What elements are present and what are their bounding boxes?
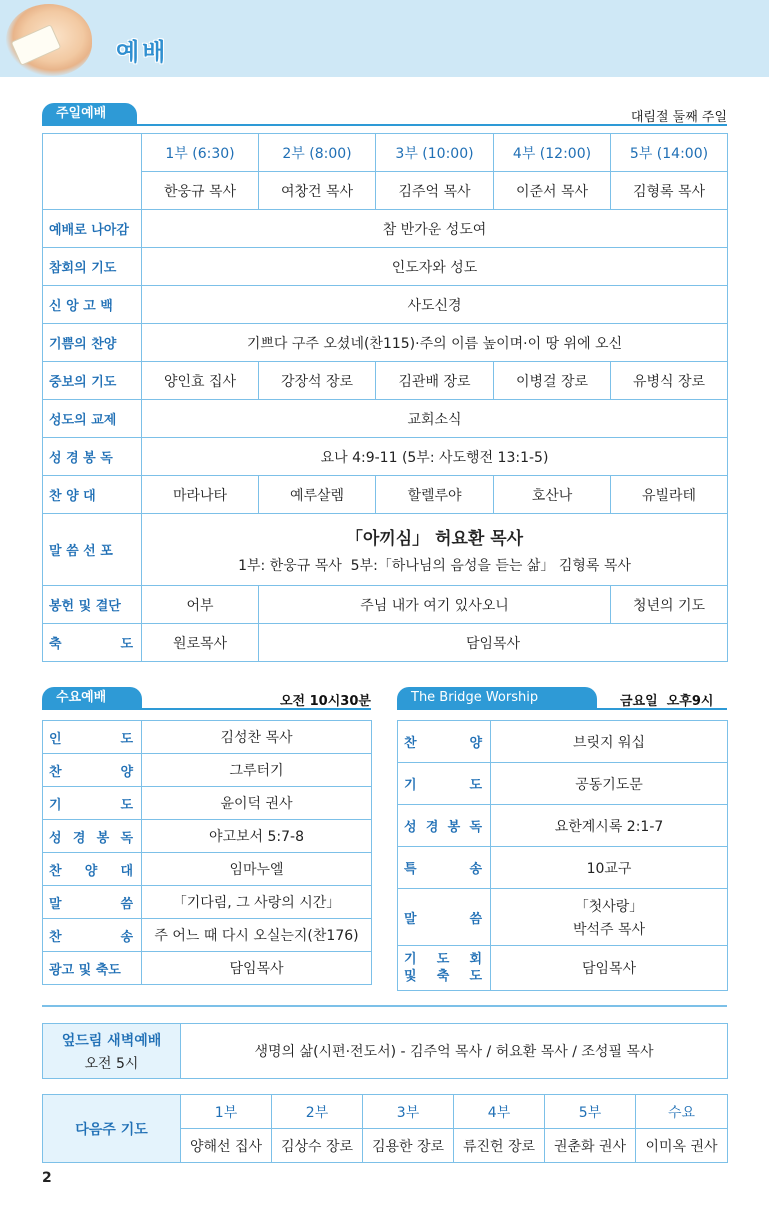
fellowship-value: 교회소식 (142, 400, 728, 438)
label-justified (49, 761, 141, 780)
intercession-3: 김관배 장로 (376, 362, 494, 400)
wednesday-value: 윤이덕 권사 (142, 787, 372, 820)
bridge-note: 금요일 오후9시 (620, 694, 714, 709)
next-prayer-header-4: 4부 (454, 1095, 545, 1129)
label-char: 송 (120, 929, 133, 945)
bridge-label (398, 805, 491, 847)
label-justified (49, 827, 141, 846)
bridge-value (491, 763, 728, 805)
preacher-2: 여창건 목사 (259, 172, 376, 210)
wednesday-value: 야고보서 5:7-8 (142, 820, 372, 853)
bridge-row (398, 889, 728, 946)
wednesday-label (43, 754, 142, 787)
next-prayer-header-5: 5부 (545, 1095, 636, 1129)
label-justified (404, 816, 490, 835)
label-justified (404, 908, 490, 927)
wednesday-value: 담임목사 (142, 952, 372, 985)
label-char: 말 (404, 911, 417, 927)
wednesday-worship-tab: 수요예배 (42, 687, 142, 709)
wednesday-label (43, 952, 142, 985)
service-1: 1부 (6:30) (142, 134, 259, 172)
label-char: 양 (84, 863, 98, 879)
offering-label: 봉헌 및 결단 (43, 586, 142, 624)
dawn-worship-table (42, 1023, 728, 1079)
preacher-1: 한웅규 목사 (142, 172, 259, 210)
next-prayer-header-1: 1부 (181, 1095, 272, 1129)
label-char: 도 (436, 952, 450, 967)
wednesday-label (43, 886, 142, 919)
label-char: 및 (404, 969, 417, 984)
label-char: 기 (404, 952, 417, 967)
wednesday-value: 주 어느 때 다시 오실는지(찬176) (142, 919, 372, 952)
bridge-value-line: 브릿지 워십 (572, 734, 646, 751)
label-justified (49, 959, 141, 978)
label-char: 양 (469, 736, 482, 751)
bridge-value-line: 공동기도문 (575, 776, 643, 793)
choir-4: 호산나 (494, 476, 611, 514)
sunday-rule (42, 124, 727, 126)
wednesday-row (43, 721, 372, 754)
next-prayer-name-5: 권춘화 권사 (545, 1129, 636, 1163)
bridge-label (398, 889, 491, 946)
label-char: 독 (469, 820, 482, 835)
wednesday-value: 그루터기 (142, 754, 372, 787)
wednesday-value: 임마누엘 (142, 853, 372, 886)
label-char: 독 (120, 830, 133, 846)
bridge-row (398, 763, 728, 805)
sermon-cell (142, 514, 728, 586)
preacher-3: 김주억 목사 (376, 172, 494, 210)
label-char: 경 (425, 820, 439, 835)
service-2: 2부 (8:00) (259, 134, 376, 172)
label-justified (49, 728, 141, 747)
wednesday-row (43, 820, 372, 853)
intercession-label: 중보의 기도 (43, 362, 142, 400)
dawn-time: 오전 5시 (84, 1055, 139, 1072)
benediction-label: 축 도 (43, 624, 142, 662)
intercession-5: 유병식 장로 (611, 362, 728, 400)
dawn-label: 엎드림 새벽예배 (61, 1032, 162, 1049)
label-justified (49, 794, 141, 813)
creed-value: 사도신경 (142, 286, 728, 324)
label-char: 경 (72, 830, 86, 846)
label-char: 찬 (49, 929, 62, 945)
bridge-value-line: 요한계시록 2:1-7 (554, 818, 664, 835)
label-char: 기 (404, 778, 417, 793)
label-char: 특 (404, 862, 417, 877)
label-char: 도 (120, 797, 133, 813)
label-char: 씀 (120, 896, 133, 912)
preacher-5: 김형록 목사 (611, 172, 728, 210)
label-char: 인 (49, 731, 62, 747)
choir-3: 할렐루야 (376, 476, 494, 514)
label-char: 기 (49, 797, 62, 813)
wednesday-value: 「기다림, 그 사랑의 시간」 (142, 886, 372, 919)
bridge-value-line: 10교구 (586, 860, 632, 877)
next-prayer-header-2: 2부 (272, 1095, 363, 1129)
next-prayer-name-3: 김용한 장로 (363, 1129, 454, 1163)
sunday-note: 대림절 둘째 주일 (630, 110, 727, 125)
wednesday-order-table (42, 720, 372, 985)
label-justified (49, 860, 141, 879)
wednesday-value: 김성찬 목사 (142, 721, 372, 754)
bridge-label (398, 763, 491, 805)
label-char: 성 (49, 830, 62, 846)
label-char: 말 (49, 896, 62, 912)
label-char: 씀 (469, 911, 482, 927)
preacher-4: 이준서 목사 (494, 172, 611, 210)
offering-3: 청년의 기도 (611, 586, 728, 624)
wednesday-row (43, 952, 372, 985)
sermon-sub: 1부: 한웅규 목사 5부:「하나님의 음성을 듣는 삶」 김형록 목사 (238, 558, 631, 574)
corner-cell (43, 134, 142, 210)
label-justified (49, 893, 141, 912)
bridge-value (491, 805, 728, 847)
offering-2: 주님 내가 여기 있사오니 (259, 586, 611, 624)
hymn-label: 기쁨의 찬양 (43, 324, 142, 362)
sermon-title: 「아끼심」 허요환 목사 (345, 529, 524, 549)
bridge-value (491, 889, 728, 946)
bridge-label (398, 847, 491, 889)
label-line (404, 968, 490, 985)
wednesday-label (43, 853, 142, 886)
label-justified (404, 732, 490, 751)
choir-2: 예루살렘 (259, 476, 376, 514)
hymn-value: 기쁘다 구주 오셨네(찬115)·주의 이름 높이며·이 땅 위에 오신 (142, 324, 728, 362)
wednesday-row (43, 919, 372, 952)
creed-label: 신 앙 고 백 (43, 286, 142, 324)
label-char: 광고 및 축도 (49, 962, 121, 978)
bridge-row (398, 805, 728, 847)
dawn-label-cell (43, 1024, 181, 1079)
wednesday-note: 오전 10시30분 (280, 694, 371, 709)
benediction-1: 원로목사 (142, 624, 259, 662)
bridge-row (398, 721, 728, 763)
fellowship-label: 성도의 교제 (43, 400, 142, 438)
bridge-worship-tab: The Bridge Worship (397, 687, 597, 709)
bridge-value-line: 「첫사랑」 (574, 898, 644, 915)
label-char: 찬 (49, 863, 62, 879)
choir-1: 마라나타 (142, 476, 259, 514)
label-char: 봉 (447, 820, 461, 835)
choir-5: 유빌라테 (611, 476, 728, 514)
choir-label: 찬 양 대 (43, 476, 142, 514)
page-number: 2 (42, 1170, 52, 1186)
wednesday-row (43, 886, 372, 919)
benediction-2: 담임목사 (259, 624, 728, 662)
label-char: 봉 (96, 830, 110, 846)
next-prayer-label: 다음주 기도 (43, 1095, 181, 1163)
wednesday-row (43, 787, 372, 820)
label-char: 회 (469, 952, 482, 967)
label-char: 찬 (49, 764, 62, 780)
intercession-1: 양인효 집사 (142, 362, 259, 400)
label-line (404, 951, 490, 968)
confession-label: 참회의 기도 (43, 248, 142, 286)
bridge-value: 담임목사 (491, 946, 728, 991)
label-char: 송 (469, 862, 482, 877)
next-prayer-name-1: 양해선 집사 (181, 1129, 272, 1163)
wednesday-row (43, 853, 372, 886)
service-4: 4부 (12:00) (494, 134, 611, 172)
label-char: 양 (120, 764, 133, 780)
next-prayer-header-6: 수요 (636, 1095, 728, 1129)
sermon-label: 말 씀 선 포 (43, 514, 142, 586)
label-char: 도 (120, 731, 133, 747)
wednesday-row (43, 754, 372, 787)
next-prayer-table (42, 1094, 728, 1163)
reading-label: 성 경 봉 독 (43, 438, 142, 476)
page-title: 예배 (116, 38, 169, 66)
label-char: 도 (469, 778, 482, 793)
intercession-4: 이병걸 장로 (494, 362, 611, 400)
next-prayer-name-4: 류진헌 장로 (454, 1129, 545, 1163)
bridge-value (491, 847, 728, 889)
bridge-value (491, 721, 728, 763)
praying-hands-bible-image (6, 4, 92, 76)
sunday-order-table (42, 133, 728, 662)
label-justified (404, 774, 490, 793)
service-5: 5부 (14:00) (611, 134, 728, 172)
wednesday-label (43, 820, 142, 853)
section-divider (42, 1005, 727, 1007)
dawn-value: 생명의 삶(시편·전도서) - 김주억 목사 / 허요환 목사 / 조성필 목사 (181, 1024, 728, 1079)
approach-label: 예배로 나아감 (43, 210, 142, 248)
bridge-row (398, 847, 728, 889)
confession-value: 인도자와 성도 (142, 248, 728, 286)
label-justified (49, 926, 141, 945)
label-char: 축 (436, 969, 450, 984)
wednesday-label (43, 787, 142, 820)
intercession-2: 강장석 장로 (259, 362, 376, 400)
bridge-row-benediction (398, 946, 728, 991)
label-char: 대 (120, 863, 133, 879)
offering-1: 어부 (142, 586, 259, 624)
label-char: 성 (404, 820, 417, 835)
label-char: 도 (469, 969, 482, 984)
bridge-label (398, 721, 491, 763)
sunday-worship-tab: 주일예배 (42, 103, 137, 125)
page-header (0, 0, 769, 77)
bridge-label (398, 946, 491, 991)
bridge-order-table (397, 720, 728, 991)
next-prayer-name-2: 김상수 장로 (272, 1129, 363, 1163)
bridge-value-line2: 박석주 목사 (572, 921, 646, 938)
service-3: 3부 (10:00) (376, 134, 494, 172)
label-justified (404, 858, 490, 877)
approach-value: 참 반가운 성도여 (142, 210, 728, 248)
wednesday-label (43, 919, 142, 952)
label-char: 찬 (404, 736, 417, 751)
next-prayer-name-6: 이미옥 권사 (636, 1129, 728, 1163)
next-prayer-header-3: 3부 (363, 1095, 454, 1129)
wednesday-label (43, 721, 142, 754)
reading-value: 요나 4:9-11 (5부: 사도행전 13:1-5) (142, 438, 728, 476)
